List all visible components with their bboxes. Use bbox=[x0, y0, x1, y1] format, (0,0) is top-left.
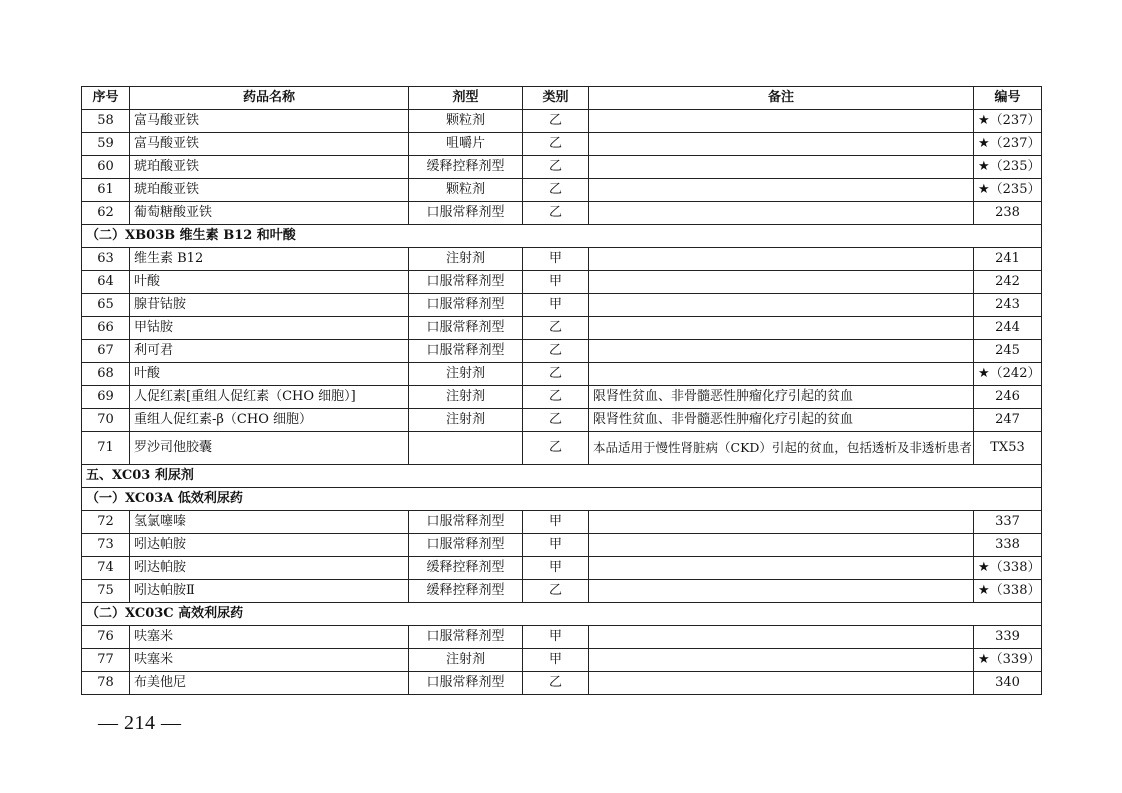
table-row bbox=[82, 672, 1042, 695]
category: 乙 bbox=[523, 179, 589, 202]
drug-name: 重组人促红素-β（CHO 细胞） bbox=[130, 409, 409, 432]
drug-code: ★（235） bbox=[974, 179, 1042, 202]
table-row bbox=[82, 202, 1042, 225]
category: 乙 bbox=[523, 580, 589, 603]
category: 甲 bbox=[523, 294, 589, 317]
remarks bbox=[589, 156, 974, 179]
remarks bbox=[589, 110, 974, 133]
header-category: 类别 bbox=[523, 87, 589, 110]
dosage-form: 注射剂 bbox=[409, 409, 523, 432]
dosage-form: 口服常释剂型 bbox=[409, 317, 523, 340]
remarks bbox=[589, 340, 974, 363]
drug-code: ★（235） bbox=[974, 156, 1042, 179]
dosage-form bbox=[409, 432, 523, 465]
header-remarks: 备注 bbox=[589, 87, 974, 110]
section-label: （二）XC03C 高效利尿药 bbox=[82, 603, 1042, 626]
section-label: 五、XC03 利尿剂 bbox=[82, 465, 1042, 488]
remarks bbox=[589, 202, 974, 225]
dosage-form: 口服常释剂型 bbox=[409, 511, 523, 534]
table-row bbox=[82, 363, 1042, 386]
row-number: 65 bbox=[82, 294, 130, 317]
category: 甲 bbox=[523, 557, 589, 580]
section-header-row bbox=[82, 488, 1042, 511]
dosage-form: 颗粒剂 bbox=[409, 110, 523, 133]
drug-name: 甲钴胺 bbox=[130, 317, 409, 340]
drug-name: 富马酸亚铁 bbox=[130, 110, 409, 133]
drug-name: 吲达帕胺 bbox=[130, 534, 409, 557]
remarks bbox=[589, 271, 974, 294]
remarks bbox=[589, 626, 974, 649]
drug-name: 维生素 B12 bbox=[130, 248, 409, 271]
header-code: 编号 bbox=[974, 87, 1042, 110]
dosage-form: 缓释控释剂型 bbox=[409, 580, 523, 603]
category: 甲 bbox=[523, 248, 589, 271]
row-number: 60 bbox=[82, 156, 130, 179]
section-header-row bbox=[82, 465, 1042, 488]
table-body bbox=[82, 110, 1042, 695]
table-row bbox=[82, 557, 1042, 580]
drug-name: 人促红素[重组人促红素（CHO 细胞）] bbox=[130, 386, 409, 409]
row-number: 73 bbox=[82, 534, 130, 557]
drug-name: 葡萄糖酸亚铁 bbox=[130, 202, 409, 225]
drug-name: 布美他尼 bbox=[130, 672, 409, 695]
drug-code: 242 bbox=[974, 271, 1042, 294]
section-header-row bbox=[82, 603, 1042, 626]
drug-name: 利可君 bbox=[130, 340, 409, 363]
category: 乙 bbox=[523, 386, 589, 409]
drug-code: 238 bbox=[974, 202, 1042, 225]
table-row bbox=[82, 432, 1042, 465]
remarks bbox=[589, 363, 974, 386]
drug-name: 呋塞米 bbox=[130, 649, 409, 672]
dosage-form: 注射剂 bbox=[409, 649, 523, 672]
row-number: 67 bbox=[82, 340, 130, 363]
header-number: 序号 bbox=[82, 87, 130, 110]
drug-code: 339 bbox=[974, 626, 1042, 649]
drug-code: ★（237） bbox=[974, 133, 1042, 156]
drug-name: 叶酸 bbox=[130, 271, 409, 294]
remarks bbox=[589, 179, 974, 202]
dosage-form: 口服常释剂型 bbox=[409, 672, 523, 695]
dosage-form: 注射剂 bbox=[409, 363, 523, 386]
drug-name: 罗沙司他胶囊 bbox=[130, 432, 409, 465]
drug-code: 244 bbox=[974, 317, 1042, 340]
table-row bbox=[82, 156, 1042, 179]
remarks bbox=[589, 534, 974, 557]
remarks bbox=[589, 317, 974, 340]
table-row bbox=[82, 317, 1042, 340]
remarks bbox=[589, 557, 974, 580]
dosage-form: 口服常释剂型 bbox=[409, 534, 523, 557]
remarks bbox=[589, 511, 974, 534]
dosage-form: 颗粒剂 bbox=[409, 179, 523, 202]
row-number: 76 bbox=[82, 626, 130, 649]
row-number: 77 bbox=[82, 649, 130, 672]
row-number: 64 bbox=[82, 271, 130, 294]
remarks bbox=[589, 133, 974, 156]
dosage-form: 注射剂 bbox=[409, 386, 523, 409]
table-header-row bbox=[82, 87, 1042, 110]
section-label: （一）XC03A 低效利尿药 bbox=[82, 488, 1042, 511]
table-row bbox=[82, 409, 1042, 432]
section-header-row bbox=[82, 225, 1042, 248]
header-dosage-form: 剂型 bbox=[409, 87, 523, 110]
drug-code: ★（338） bbox=[974, 580, 1042, 603]
remarks bbox=[589, 672, 974, 695]
row-number: 70 bbox=[82, 409, 130, 432]
table-row bbox=[82, 534, 1042, 557]
drug-name: 吲达帕胺 bbox=[130, 557, 409, 580]
remarks bbox=[589, 649, 974, 672]
table-row bbox=[82, 248, 1042, 271]
category: 乙 bbox=[523, 409, 589, 432]
row-number: 75 bbox=[82, 580, 130, 603]
row-number: 63 bbox=[82, 248, 130, 271]
category: 甲 bbox=[523, 626, 589, 649]
dosage-form: 口服常释剂型 bbox=[409, 271, 523, 294]
drug-code: 245 bbox=[974, 340, 1042, 363]
category: 甲 bbox=[523, 271, 589, 294]
row-number: 69 bbox=[82, 386, 130, 409]
table-row bbox=[82, 294, 1042, 317]
remarks: 限肾性贫血、非骨髓恶性肿瘤化疗引起的贫血 bbox=[589, 386, 974, 409]
remarks bbox=[589, 580, 974, 603]
row-number: 74 bbox=[82, 557, 130, 580]
dosage-form: 口服常释剂型 bbox=[409, 202, 523, 225]
drug-code: 246 bbox=[974, 386, 1042, 409]
drug-code: 340 bbox=[974, 672, 1042, 695]
remarks bbox=[589, 248, 974, 271]
row-number: 78 bbox=[82, 672, 130, 695]
category: 乙 bbox=[523, 432, 589, 465]
drug-code: TX53 bbox=[974, 432, 1042, 465]
table-row bbox=[82, 340, 1042, 363]
dosage-form: 口服常释剂型 bbox=[409, 626, 523, 649]
category: 甲 bbox=[523, 649, 589, 672]
row-number: 62 bbox=[82, 202, 130, 225]
drug-name: 琥珀酸亚铁 bbox=[130, 156, 409, 179]
section-label: （二）XB03B 维生素 B12 和叶酸 bbox=[82, 225, 1042, 248]
dosage-form: 口服常释剂型 bbox=[409, 340, 523, 363]
row-number: 72 bbox=[82, 511, 130, 534]
drug-code: 338 bbox=[974, 534, 1042, 557]
table-row bbox=[82, 626, 1042, 649]
category: 乙 bbox=[523, 317, 589, 340]
drug-name: 富马酸亚铁 bbox=[130, 133, 409, 156]
dosage-form: 咀嚼片 bbox=[409, 133, 523, 156]
table-row bbox=[82, 649, 1042, 672]
dosage-form: 注射剂 bbox=[409, 248, 523, 271]
category: 乙 bbox=[523, 340, 589, 363]
drug-table bbox=[81, 86, 1042, 695]
category: 甲 bbox=[523, 534, 589, 557]
drug-name: 琥珀酸亚铁 bbox=[130, 179, 409, 202]
row-number: 66 bbox=[82, 317, 130, 340]
drug-code: ★（237） bbox=[974, 110, 1042, 133]
drug-name: 呋塞米 bbox=[130, 626, 409, 649]
category: 乙 bbox=[523, 202, 589, 225]
row-number: 68 bbox=[82, 363, 130, 386]
drug-name: 腺苷钴胺 bbox=[130, 294, 409, 317]
dosage-form: 缓释控释剂型 bbox=[409, 557, 523, 580]
drug-code: 241 bbox=[974, 248, 1042, 271]
row-number: 61 bbox=[82, 179, 130, 202]
table-row bbox=[82, 271, 1042, 294]
row-number: 59 bbox=[82, 133, 130, 156]
table-row bbox=[82, 511, 1042, 534]
drug-code: 243 bbox=[974, 294, 1042, 317]
drug-name: 氢氯噻嗪 bbox=[130, 511, 409, 534]
category: 乙 bbox=[523, 110, 589, 133]
category: 乙 bbox=[523, 672, 589, 695]
drug-name: 叶酸 bbox=[130, 363, 409, 386]
page-number: — 214 — bbox=[98, 712, 182, 734]
remarks bbox=[589, 294, 974, 317]
drug-code: 247 bbox=[974, 409, 1042, 432]
row-number: 71 bbox=[82, 432, 130, 465]
dosage-form: 口服常释剂型 bbox=[409, 294, 523, 317]
category: 乙 bbox=[523, 363, 589, 386]
dosage-form: 缓释控释剂型 bbox=[409, 156, 523, 179]
category: 乙 bbox=[523, 133, 589, 156]
drug-code: 337 bbox=[974, 511, 1042, 534]
drug-name: 吲达帕胺Ⅱ bbox=[130, 580, 409, 603]
remarks: 限肾性贫血、非骨髓恶性肿瘤化疗引起的贫血 bbox=[589, 409, 974, 432]
row-number: 58 bbox=[82, 110, 130, 133]
table-row bbox=[82, 386, 1042, 409]
drug-code: ★（339） bbox=[974, 649, 1042, 672]
table-row bbox=[82, 133, 1042, 156]
drug-code: ★（338） bbox=[974, 557, 1042, 580]
category: 乙 bbox=[523, 156, 589, 179]
table-row bbox=[82, 110, 1042, 133]
drug-code: ★（242） bbox=[974, 363, 1042, 386]
remarks: 本品适用于慢性肾脏病（CKD）引起的贫血，包括透析及非透析患者 bbox=[589, 432, 974, 465]
table-row bbox=[82, 179, 1042, 202]
category: 甲 bbox=[523, 511, 589, 534]
table-row bbox=[82, 580, 1042, 603]
header-drug-name: 药品名称 bbox=[130, 87, 409, 110]
